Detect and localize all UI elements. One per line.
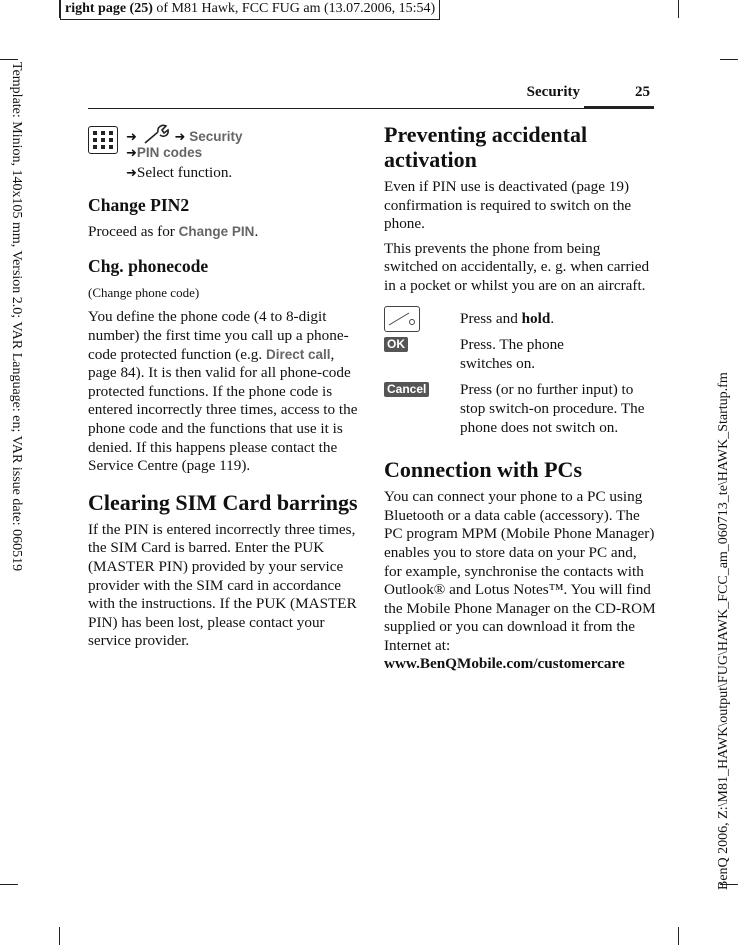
arrow-icon: ➜ [174,130,186,145]
paragraph: If the PIN is entered incorrectly three times, the SIM Card is barred. Enter the PUK (MASTER PIN) provided by your service provider with the SIM card in accordance with the instructions. If the PUK (MASTER PIN) has been lost, please contact your service provider. [88,520,357,650]
ui-ref: Change PIN [178,223,255,239]
left-margin-text: Template: Minion, 140x105 mm, Version 2.0; VAR Language: en; VAR issue date: 060519 [9,62,24,572]
file-label: right page (25) of M81 Hawk, FCC FUG am (13.07.2006, 15:54) [60,0,440,20]
left-column [88,122,358,657]
page-number: 25 [635,84,650,100]
paragraph: Even if PIN use is deactivated (page 19) confirmation is required to switch on the phone. [384,178,632,233]
end-key-icon [384,306,420,332]
subtitle: (Change phone code) [88,284,200,300]
crop-mark [678,0,679,18]
heading-change-pin2: Change PIN2 [88,195,190,215]
heading-clearing-sim: Clearing SIM Card barrings [88,489,358,515]
ui-ref: Direct call [265,346,331,362]
menu-select: Select function. [136,164,233,181]
menu-path [88,122,358,184]
crop-mark [678,927,679,945]
crop-mark [59,927,60,945]
section-title: Security [526,84,580,100]
menu-security: Security [189,129,243,144]
arrow-icon: ➜ [126,146,137,161]
right-margin-text: BenQ 2006, Z:\M81_HAWK\output\FUG\HAWK_FCC_am_060713_te\HAWK_Startup.fm [716,372,731,890]
step-row: Cancel Press (or no further input) to stop switch-on procedure. The phone does not switch on. [384,381,656,437]
crop-mark [720,59,738,60]
step-row: Press and hold. [384,310,656,329]
right-column [384,122,656,680]
paragraph: Proceed as for Change PIN. [88,222,259,240]
header-rule [584,106,654,109]
running-header [88,84,654,109]
ok-key-icon: OK [384,337,408,352]
heading-connection: Connection with PCs [384,457,583,483]
step-row: OK Press. The phone switches on. [384,336,656,373]
paragraph: You can connect your phone to a PC using Bluetooth or a data cable (accessory). The PC program MPM (Mobile Phone Manager) enables you to store data on your PC and, for example, synchronise the contacts with Outlook® and Lotus Notes™. You will find the Mobile Phone Manager on the CD-ROM supplied or you can download it from the Internet at: [384,488,656,654]
menu-grid-icon [88,126,118,154]
cancel-key-icon: Cancel [384,382,429,397]
crop-mark [0,59,18,60]
heading-chg-phonecode: Chg. phonecode [88,256,209,277]
arrow-icon: ➜ [126,166,137,181]
arrow-icon: ➜ [126,130,137,145]
paragraph: You define the phone code (4 to 8-digit number) the first time you call up a phone-code protected function (e.g. Direct call, page 84). It is then valid for all phone-code protected functions. If the phone code is entered incorrectly three times, access to the phone code and the functions that use it is denied. If this happens please contact the Service Centre (page 119). [88,308,358,475]
wrench-icon [141,124,171,146]
paragraph: This prevents the phone from being switched on accidentally, e. g. when carried in a pocket or whilst you are on an aircraft. [384,239,650,294]
crop-mark [0,884,18,885]
menu-pin-codes: PIN codes [136,145,203,160]
url-link[interactable]: www.BenQMobile.com/customercare [384,655,625,673]
heading-preventing: Preventing accidental activation [384,122,588,172]
